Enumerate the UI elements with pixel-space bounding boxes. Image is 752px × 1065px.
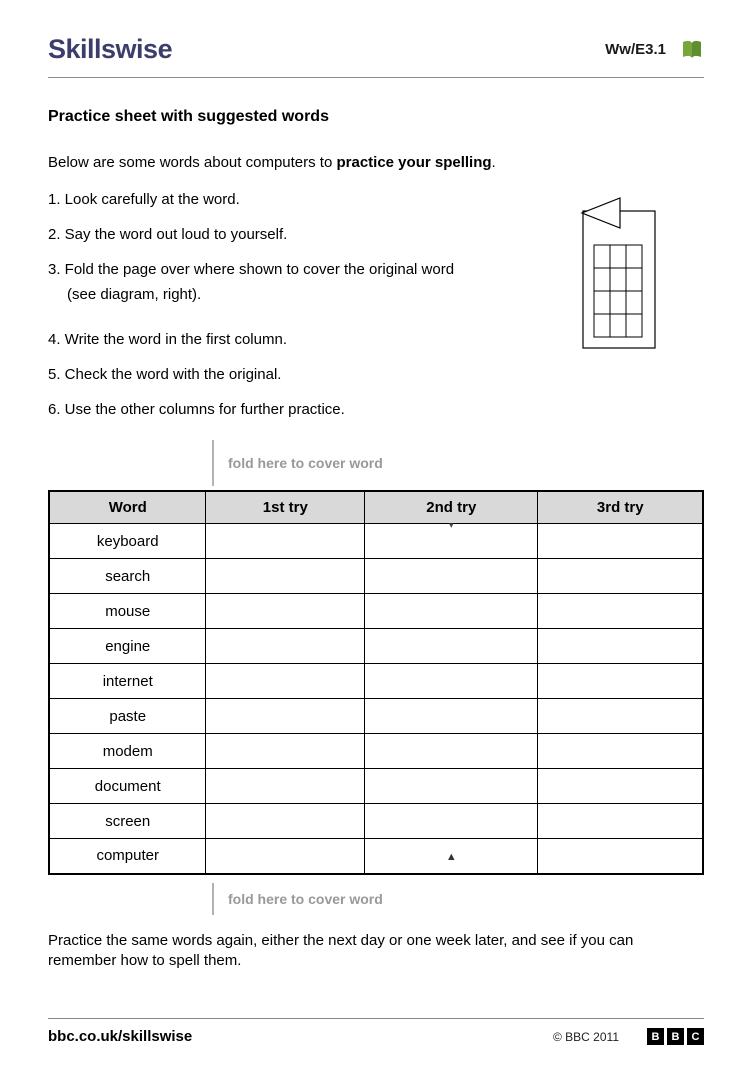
try-cell-3 [538, 559, 703, 594]
word-cell: document [49, 769, 206, 804]
instruction-step-3: 3. Fold the page over where shown to cover the original word [48, 261, 455, 278]
instruction-step-1: 1. Look carefully at the word. [48, 191, 240, 208]
table-row [49, 804, 703, 839]
try-cell-2 [365, 699, 538, 734]
try-cell-3 [538, 594, 703, 629]
word-cell: modem [49, 734, 206, 769]
try-cell-2 [365, 734, 538, 769]
intro-before: Below are some words about computers to [48, 154, 337, 171]
word-cell: mouse [49, 594, 206, 629]
practice-table [48, 490, 704, 875]
level-code: Ww/E3.1 [605, 41, 666, 58]
intro-text [48, 154, 704, 171]
try-cell-2 [365, 804, 538, 839]
word-cell: computer [49, 839, 206, 874]
word-cell: engine [49, 629, 206, 664]
bbc-logo-block: B [647, 1028, 664, 1045]
column-header-1st-try: 1st try [206, 491, 365, 524]
table-row [49, 629, 703, 664]
skillswise-logo: Skillswise [48, 34, 173, 64]
header-right [605, 38, 704, 62]
fold-mark-top: ▾ [449, 520, 454, 530]
try-cell-2 [365, 629, 538, 664]
page-footer [48, 1018, 704, 1045]
page-title: Practice sheet with suggested words [48, 108, 329, 125]
try-cell-3 [538, 524, 703, 559]
fold-label-bottom: fold here to cover word [228, 890, 383, 907]
intro-bold: practice your spelling [336, 154, 492, 171]
try-cell-2 [365, 559, 538, 594]
footer-right [553, 1028, 704, 1045]
page-header [48, 34, 704, 65]
copyright-text: © BBC 2011 [553, 1029, 619, 1044]
intro-after: . [491, 154, 496, 171]
try-cell-1 [206, 594, 365, 629]
closing-note: Practice the same words again, either the next day or one week later, and see if you can remember how to spell them. [48, 931, 634, 969]
fold-diagram [578, 193, 660, 356]
try-cell-3 [538, 804, 703, 839]
fold-line-bottom [212, 883, 214, 915]
try-cell-3 [538, 664, 703, 699]
table-row [49, 699, 703, 734]
table-row [49, 734, 703, 769]
try-cell-3 [538, 734, 703, 769]
try-cell-1 [206, 769, 365, 804]
table-row [49, 839, 703, 874]
word-cell: internet [49, 664, 206, 699]
footer-url: bbc.co.uk/skillswise [48, 1028, 193, 1045]
try-cell-1 [206, 699, 365, 734]
instruction-step-5: 5. Check the word with the original. [48, 366, 282, 383]
try-cell-1 [206, 804, 365, 839]
fold-indicator-top [212, 440, 704, 486]
try-cell-1 [206, 734, 365, 769]
try-cell-3 [538, 629, 703, 664]
column-header-2nd-try: 2nd try [365, 491, 538, 524]
bbc-logo-block: C [687, 1028, 704, 1045]
fold-mark-bottom: ▲ [445, 851, 457, 864]
word-cell: screen [49, 804, 206, 839]
table-row [49, 664, 703, 699]
table-row [49, 594, 703, 629]
instruction-step-2: 2. Say the word out loud to yourself. [48, 226, 288, 243]
try-cell-1 [206, 559, 365, 594]
table-row [49, 559, 703, 594]
try-cell-2 [365, 839, 538, 874]
column-header-3rd-try: 3rd try [538, 491, 703, 524]
try-cell-2 [365, 769, 538, 804]
instructions-section [48, 191, 704, 436]
fold-label-top: fold here to cover word [228, 455, 383, 471]
bbc-logo [647, 1028, 704, 1045]
try-cell-1 [206, 524, 365, 559]
word-cell: search [49, 559, 206, 594]
header-divider [48, 77, 704, 78]
table-header-row [49, 491, 703, 524]
instruction-step-3-continued: (see diagram, right). [67, 286, 202, 303]
instruction-step-4: 4. Write the word in the first column. [48, 331, 287, 348]
word-cell: keyboard [49, 524, 206, 559]
table-row [49, 524, 703, 559]
instruction-step-6: 6. Use the other columns for further practice. [48, 401, 345, 418]
try-cell-1 [206, 839, 365, 874]
try-cell-2 [365, 520, 538, 559]
word-cell: paste [49, 699, 206, 734]
try-cell-3 [538, 839, 703, 874]
try-cell-1 [206, 629, 365, 664]
try-cell-3 [538, 769, 703, 804]
fold-line-top [212, 440, 214, 486]
column-header-word: Word [49, 491, 206, 524]
open-book-icon [680, 38, 704, 62]
bbc-logo-block: B [667, 1028, 684, 1045]
try-cell-3 [538, 699, 703, 734]
try-cell-2 [365, 594, 538, 629]
table-row [49, 769, 703, 804]
fold-indicator-bottom [212, 883, 704, 915]
try-cell-1 [206, 664, 365, 699]
try-cell-2 [365, 664, 538, 699]
